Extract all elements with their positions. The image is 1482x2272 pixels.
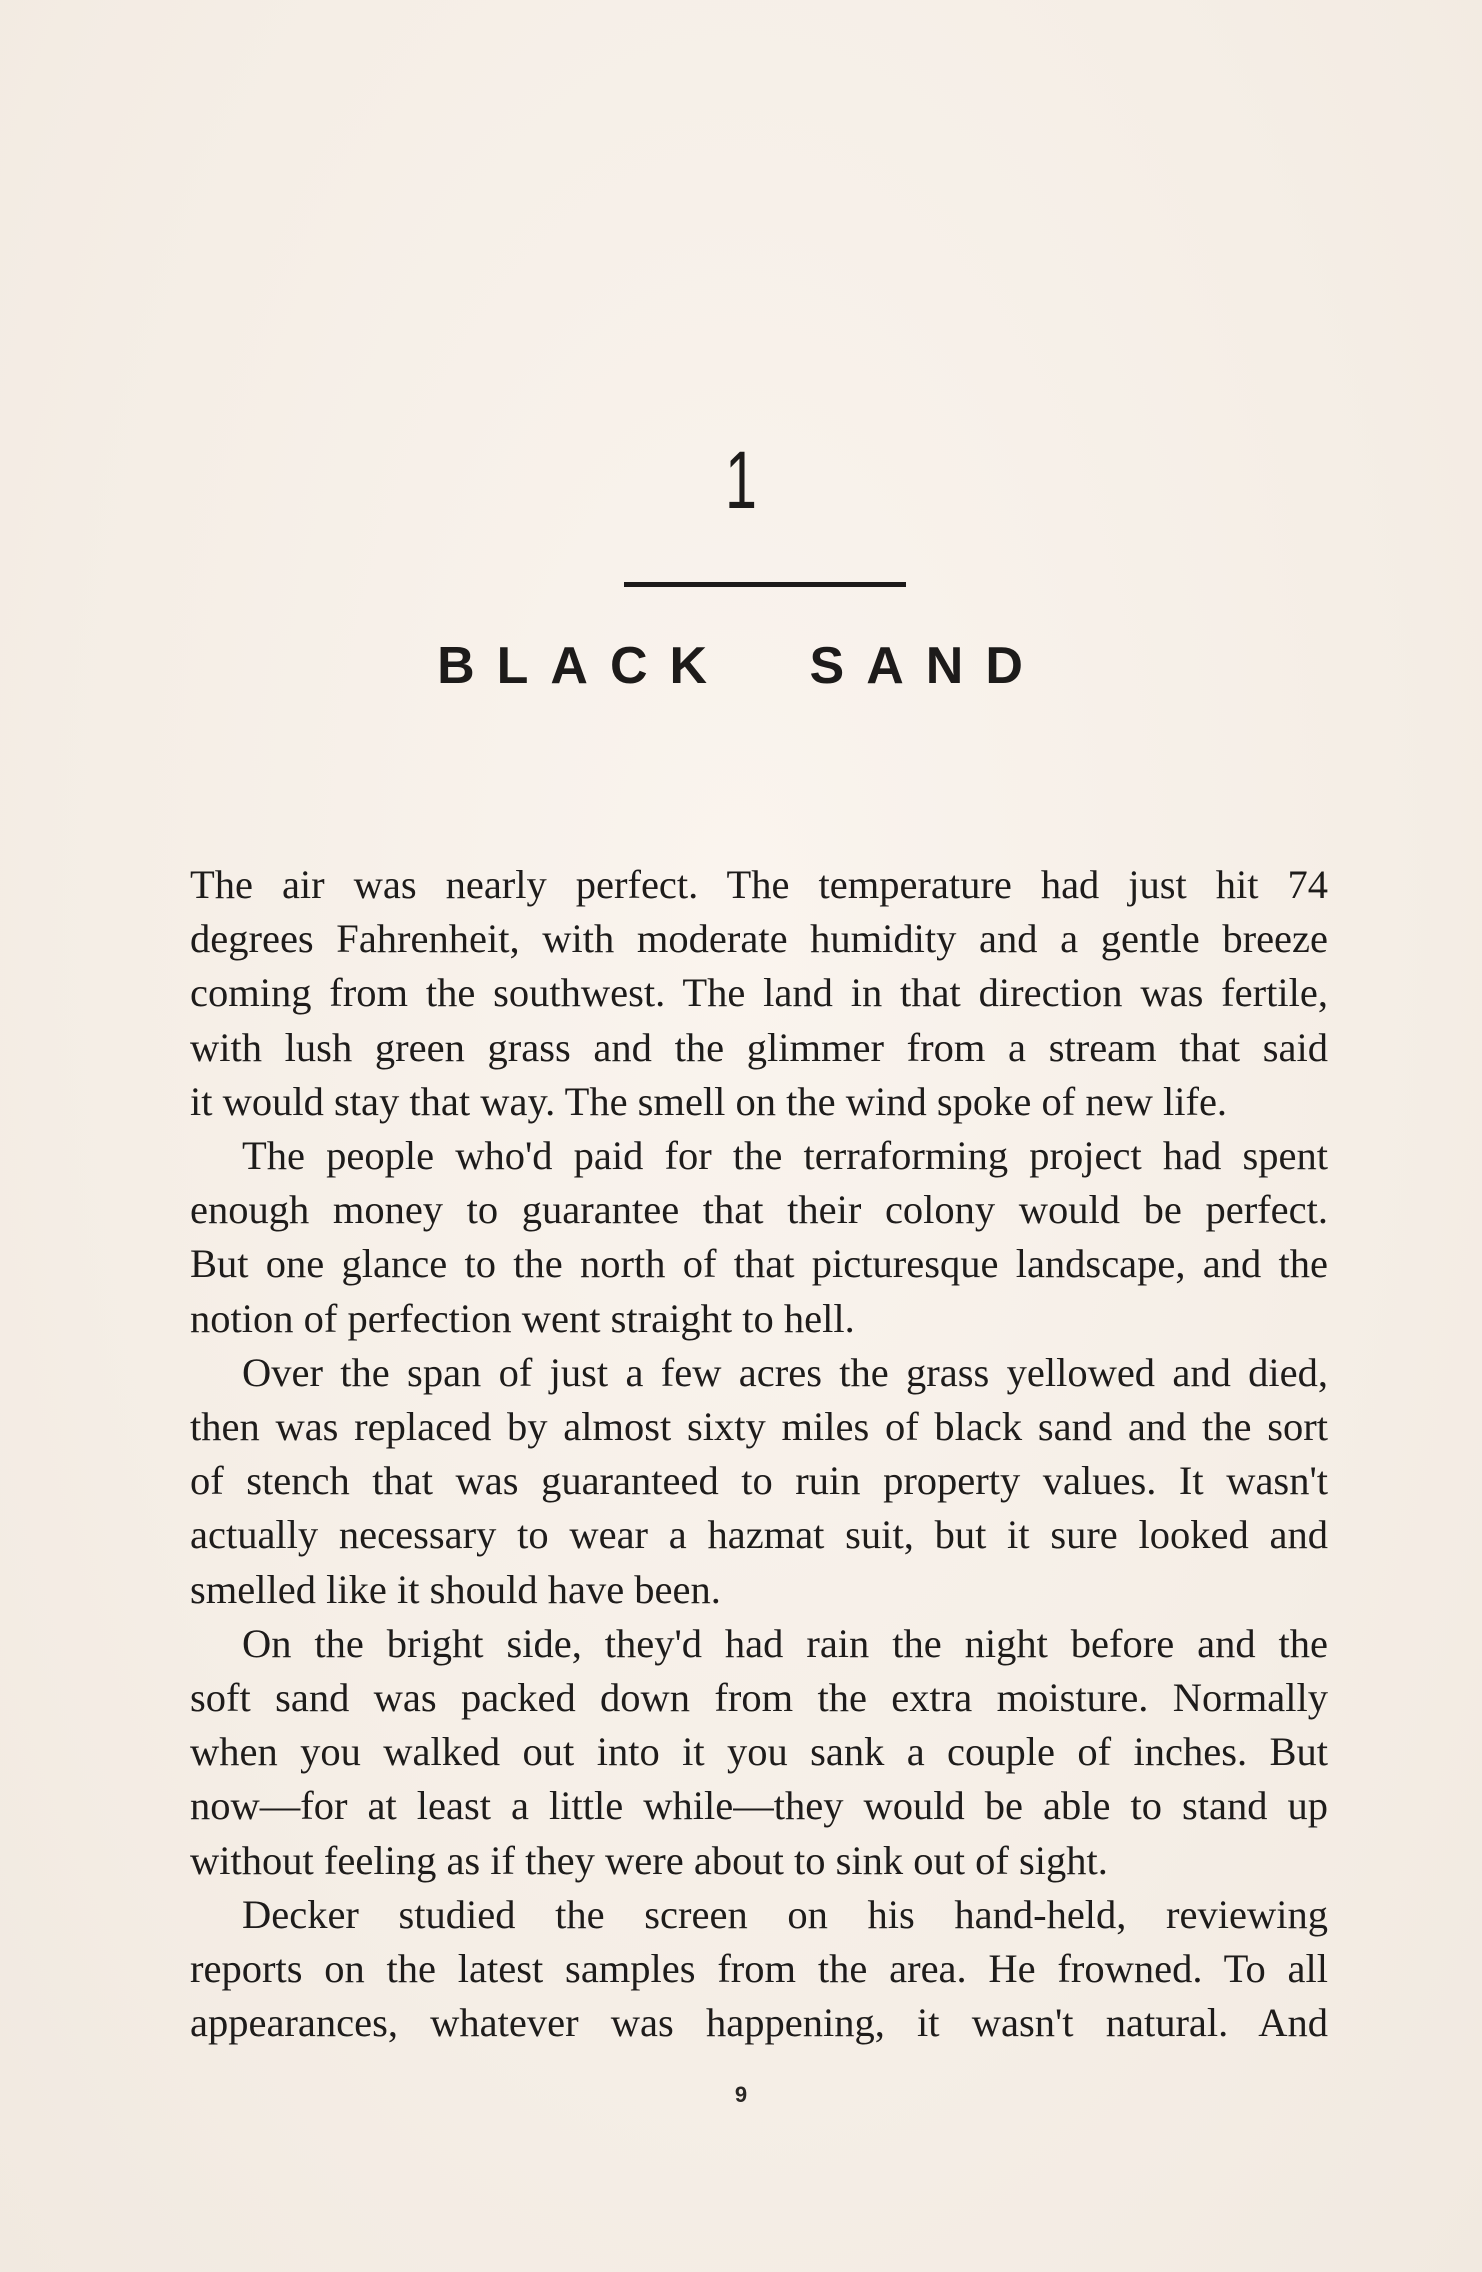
text-line: On the bright side, they'd had rain the night before and the xyxy=(242,1620,1328,1666)
text-line: it would stay that way. The smell on the wind spoke of new life. xyxy=(190,1078,1228,1124)
text-line: soft sand was packed down from the extra moisture. Normally xyxy=(190,1675,1328,1721)
text-line: The air was nearly perfect. The temperature had just hit 74 xyxy=(190,862,1328,907)
text-line: The people who'd paid for the terraforming project had spent xyxy=(242,1133,1328,1179)
text-line: reports on the latest samples from the area. He frowned. To all xyxy=(190,1946,1328,1992)
text-line: with lush green grass and the glimmer from a stream that said xyxy=(190,1024,1328,1070)
paragraph xyxy=(190,858,1328,1129)
text-line: Decker studied the screen on his hand-held, reviewing xyxy=(242,1891,1328,1937)
page-number: 9 xyxy=(734,2082,748,2107)
chapter-body xyxy=(190,858,1328,2050)
paragraph xyxy=(190,1346,1328,1617)
paragraph xyxy=(190,1129,1328,1346)
text-line: degrees Fahrenheit, with moderate humidity and a gentle breeze xyxy=(190,916,1328,962)
paragraph xyxy=(190,1617,1328,1888)
text-line: enough money to guarantee that their colony would be perfect. xyxy=(190,1187,1328,1233)
text-line: now—for at least a little while—they would be able to stand up xyxy=(190,1783,1328,1829)
text-line: without feeling as if they were about to sink out of sight. xyxy=(190,1837,1108,1883)
chapter-title: BLACK SAND xyxy=(437,637,1045,695)
text-line: of stench that was guaranteed to ruin property values. It wasn't xyxy=(190,1458,1328,1504)
text-line: coming from the southwest. The land in that direction was fertile, xyxy=(190,970,1328,1016)
text-line: Over the span of just a few acres the grass yellowed and died, xyxy=(242,1349,1328,1395)
paragraph xyxy=(190,1888,1328,2051)
text-line: actually necessary to wear a hazmat suit, but it sure looked and xyxy=(190,1512,1328,1558)
text-line: then was replaced by almost sixty miles of black sand and the sort xyxy=(190,1404,1328,1450)
text-line: smelled like it should have been. xyxy=(190,1566,721,1612)
text-line: But one glance to the north of that picturesque landscape, and the xyxy=(190,1241,1328,1287)
chapter-number: 1 xyxy=(725,435,757,526)
text-line: appearances, whatever was happening, it wasn't natural. And xyxy=(190,2000,1328,2046)
text-line: when you walked out into it you sank a couple of inches. But xyxy=(190,1729,1328,1775)
text-line: notion of perfection went straight to hell. xyxy=(190,1295,855,1341)
chapter-divider xyxy=(624,582,906,587)
